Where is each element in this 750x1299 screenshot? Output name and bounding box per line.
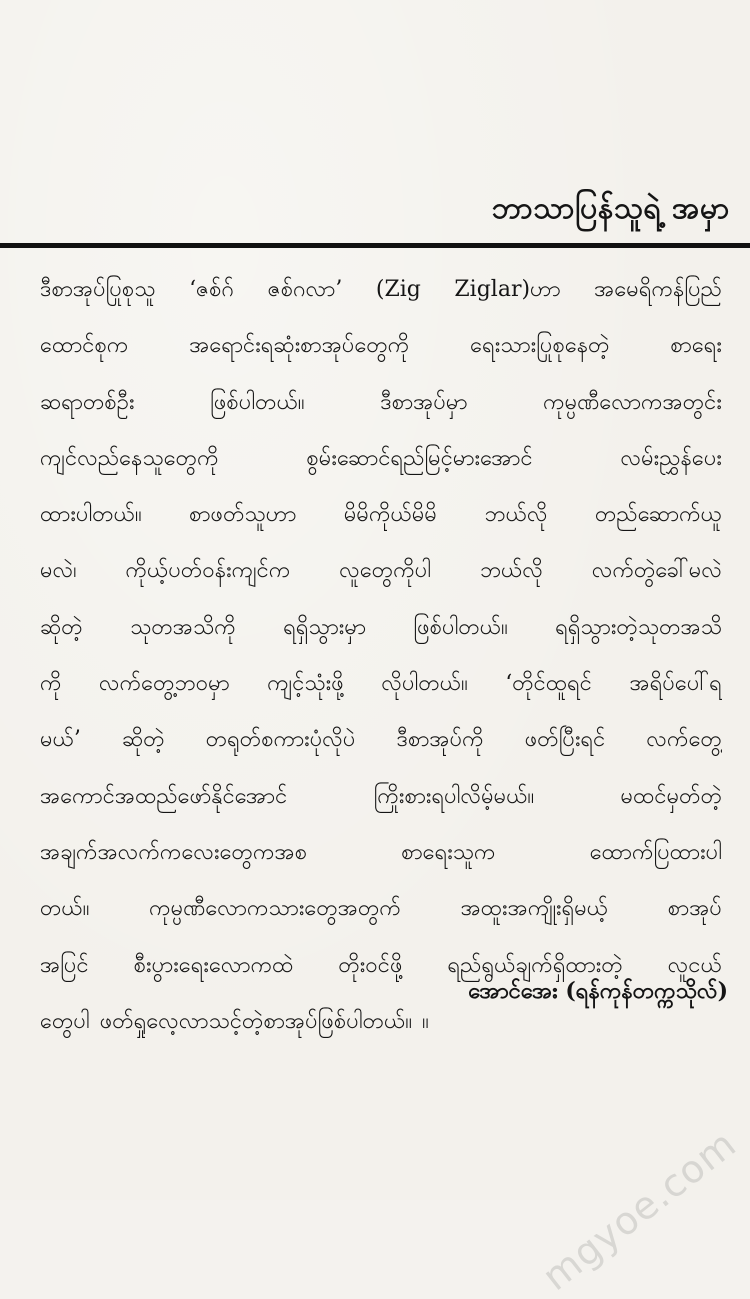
text-word: ဒီစာအုပ်မှာ <box>380 389 468 415</box>
text-line <box>40 600 722 656</box>
text-word: ။ <box>422 1008 429 1034</box>
text-word: ဘယ်လို <box>484 502 548 528</box>
text-line <box>40 262 722 318</box>
text-line <box>40 318 722 374</box>
text-line <box>40 825 722 881</box>
text-word: ‘တိုင်ထူရင် <box>505 671 592 697</box>
text-word: အထူးအကျိုးရှိမယ့် <box>460 896 609 922</box>
text-line <box>40 431 722 487</box>
text-word: လူတွေကိုပါ <box>339 558 432 584</box>
text-word: ကျင့်သုံးဖို့ <box>267 671 344 697</box>
text-word: ကျင်လည်နေသူတွေကို <box>40 445 219 471</box>
text-word: ဆရာတစ်ဦး <box>40 389 135 415</box>
text-word: မယ်’ <box>40 727 81 753</box>
text-word: စာရေး <box>670 333 722 359</box>
text-word: တယ်။ <box>40 896 90 922</box>
text-word: အချက်အလက်ကလေးတွေကအစ <box>40 839 308 865</box>
header-divider <box>0 243 750 248</box>
text-word: Ziglar)ဟာ <box>454 277 561 302</box>
text-word: စွမ်းဆောင်ရည်မြင့်မားအောင် <box>306 445 533 471</box>
text-word: မိမိကိုယ်မိမိ <box>343 502 437 528</box>
text-word: ဘယ်လို <box>479 558 544 584</box>
text-word: ရေးသားပြုစုနေတဲ့ <box>470 333 610 359</box>
text-word: ‘ဇစ်ဂ် <box>189 277 235 302</box>
text-word: မလဲ၊ <box>40 558 77 584</box>
text-word: ထားပါတယ်။ <box>40 502 142 528</box>
text-word: ကုမ္ပဏီလောကအတွင်း <box>543 389 722 415</box>
text-word: ဆိုတဲ့ <box>40 614 83 640</box>
text-word: စီးပွားရေးလောကထဲ <box>133 952 294 978</box>
text-word: တွေပါ <box>40 1008 90 1034</box>
text-word: အမေရိကန်ပြည် <box>594 277 722 302</box>
text-word: ကို <box>40 671 62 697</box>
text-line <box>40 881 722 937</box>
page-title: ဘာသာပြန်သူရဲ့ အမှာ <box>491 191 730 226</box>
text-word: ကြိုးစားရပါလိမ့်မယ်။ <box>373 783 535 809</box>
text-word: လမ်းညွှန်ပေး <box>620 445 722 471</box>
translator-signature: အောင်အေး (ရန်ကုန်တက္ကသိုလ်) <box>468 978 728 1004</box>
text-word: တရုတ်စကားပုံလိုပဲ <box>205 727 356 753</box>
text-word: အရိပ်ပေါ်ရ <box>629 671 722 697</box>
text-word: ဖြစ်ပါတယ်။ <box>210 389 305 415</box>
text-word: ဖြစ်ပါတယ်။ <box>413 614 508 640</box>
text-line <box>40 712 722 768</box>
text-word: စာအုပ် <box>667 896 722 922</box>
text-word: ရရှိသွားမှာ <box>283 614 366 640</box>
text-word: လက်တွဲခေါ်မလဲ <box>591 558 722 584</box>
text-line <box>40 543 722 599</box>
text-line <box>40 656 722 712</box>
text-word: လိုပါတယ်။ <box>381 671 468 697</box>
text-word: ဇစ်ဂလာ’ <box>267 277 343 302</box>
text-word: (Zig <box>375 277 421 302</box>
text-word: ကိုယ့်ပတ်ဝန်းကျင်က <box>125 558 291 584</box>
text-word: အပြင် <box>40 952 89 978</box>
text-word: လက်တွေ့ <box>646 727 722 753</box>
text-word: ဖတ်ပြီးရင် <box>524 727 606 753</box>
text-word: အကောင်အထည်ဖော်နိုင်အောင် <box>40 783 288 809</box>
text-word: ရည်ရွယ်ချက်ရှိထားတဲ့ <box>447 952 623 978</box>
text-word: တိုးဝင်ဖို့ <box>338 952 403 978</box>
text-line <box>40 487 722 543</box>
text-word: သုတအသိကို <box>130 614 236 640</box>
text-word: ဖတ်ရှုလေ့လာသင့်တဲ့စာအုပ်ဖြစ်ပါတယ်။ <box>99 1008 413 1034</box>
text-word: တည်ဆောက်ယူ <box>595 502 722 528</box>
text-word: ဒီစာအုပ်ပြုစုသူ <box>40 277 156 302</box>
body-text <box>40 262 722 1050</box>
text-word: ထောက်ပြထားပါ <box>589 839 722 865</box>
text-line <box>40 769 722 825</box>
text-word: ဒီစာအုပ်ကို <box>396 727 484 753</box>
text-word: မထင်မှတ်တဲ့ <box>620 783 722 809</box>
text-word: လူငယ် <box>667 952 722 978</box>
text-word: ရရှိသွားတဲ့သုတအသိ <box>555 614 722 640</box>
text-word: စာရေးသူက <box>401 839 496 865</box>
text-word: စာဖတ်သူဟာ <box>189 502 297 528</box>
text-word: အရောင်းရဆုံးစာအုပ်တွေကို <box>189 333 410 359</box>
text-word: လက်တွေ့ဘဝမှာ <box>99 671 230 697</box>
watermark: mgyoe.com <box>533 1121 744 1299</box>
text-word: ထောင်စုက <box>40 333 129 359</box>
text-word: ဆိုတဲ့ <box>121 727 165 753</box>
text-line <box>40 375 722 431</box>
text-word: ကုမ္ပဏီလောကသားတွေအတွက် <box>149 896 401 922</box>
